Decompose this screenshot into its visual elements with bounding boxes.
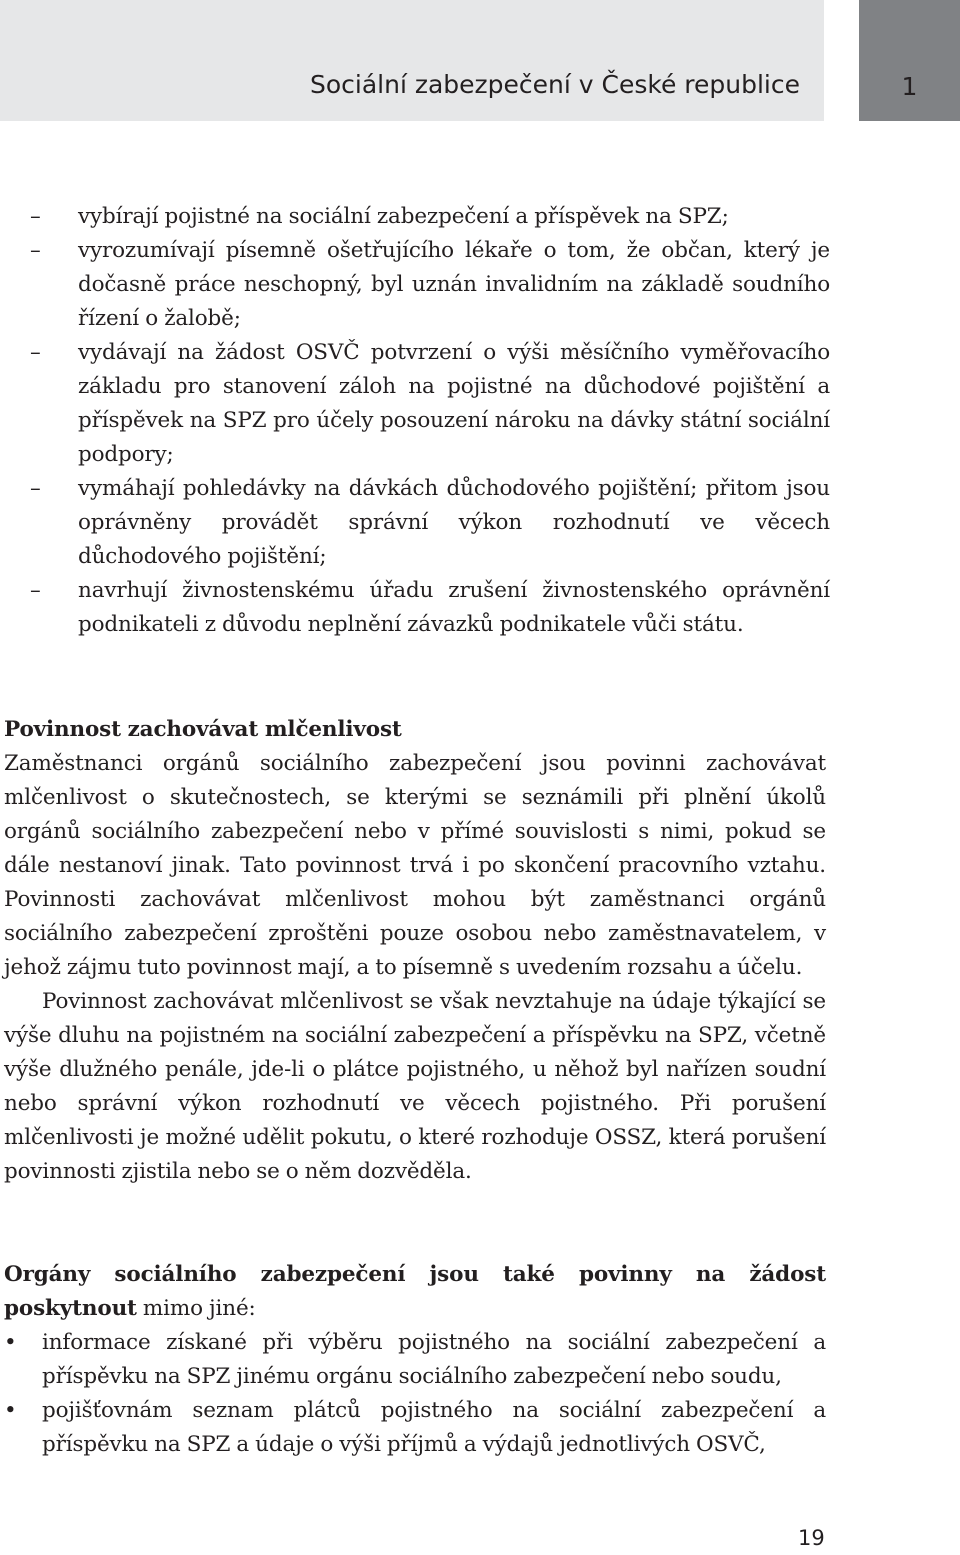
running-header	[0, 0, 824, 121]
list-item	[4, 1394, 826, 1462]
dash-marker: –	[30, 476, 41, 501]
dash-marker: –	[30, 578, 41, 603]
list-item-text: informace získané při výběru pojistného na sociální zabezpečení a příspěvku na SPZ jinému orgánu sociálního zabezpečení nebo soudu,	[42, 1330, 826, 1389]
page-number: 19	[798, 1526, 825, 1550]
confidentiality-section	[4, 713, 826, 1189]
list-item	[30, 200, 830, 234]
list-item-text: vydávají na žádost OSVČ potvrzení o výši měsíčního vyměřovacího základu pro stanovení záloh na pojistné na důchodové pojištění a příspěvek na SPZ pro účely posouzení nároku na dávky státní sociální podpory;	[78, 340, 830, 467]
section-heading-rest: mimo jiné:	[136, 1296, 256, 1321]
dash-marker: –	[30, 238, 41, 263]
list-item-text: navrhují živnostenskému úřadu zrušení živnostenského oprávnění podnikateli z důvodu neplnění závazků podnikatele vůči státu.	[78, 578, 830, 637]
section-lead	[4, 1258, 826, 1326]
section-heading: Orgány sociálního zabezpečení jsou také povinny na žádost poskytnout	[4, 1262, 826, 1321]
chapter-tab	[859, 0, 960, 121]
list-item-text: vyrozumívají písemně ošetřujícího lékaře o tom, že občan, který je dočasně práce neschopný, byl uznán invalidním na základě soudního řízení o žalobě;	[78, 238, 830, 331]
running-header-title: Sociální zabezpečení v České republice	[309, 70, 800, 99]
list-item	[30, 472, 830, 574]
list-item	[30, 234, 830, 336]
obligations-section	[4, 1258, 826, 1462]
bullet-marker: •	[4, 1330, 17, 1355]
paragraph: Povinnost zachovávat mlčenlivost se však nevztahuje na údaje týkající se výše dluhu na pojistném na sociální zabezpečení a příspěvku na SPZ, včetně výše dlužného penále, jde-li o plátce pojistného, u něhož byl nařízen soudní nebo správní výkon rozhodnutí ve věcech pojistného. Při porušení mlčenlivosti je možné udělit pokutu, o které rozhoduje OSSZ, která porušení povinnosti zjistila nebo se o něm dozvěděla.	[4, 989, 826, 1184]
dash-list	[30, 200, 830, 642]
list-item-text: pojišťovnám seznam plátců pojistného na sociální zabezpečení a příspěvku na SPZ a údaje o výši příjmů a výdajů jednotlivých OSVČ,	[42, 1398, 826, 1457]
list-item-text: vybírají pojistné na sociální zabezpečení a příspěvek na SPZ;	[78, 204, 729, 229]
list-item	[30, 336, 830, 472]
bullet-marker: •	[4, 1398, 17, 1423]
bullet-list	[4, 1326, 826, 1462]
paragraph: Zaměstnanci orgánů sociálního zabezpečení jsou povinni zachovávat mlčenlivost o skutečnostech, se kterými se seznámili při plnění úkolů orgánů sociálního zabezpečení nebo v přímé souvislosti s nimi, pokud se dále nestanoví jinak. Tato povinnost trvá i po skončení pracovního vztahu. Povinnosti zachovávat mlčenlivost mohou být zaměstnanci orgánů sociálního zabezpečení zproštěni pouze osobou nebo zaměstnavatelem, v jehož zájmu tuto povinnost mají, a to písemně s uvedením rozsahu a účelu.	[4, 751, 826, 980]
list-item	[30, 574, 830, 642]
dash-marker: –	[30, 340, 41, 365]
chapter-number: 1	[901, 72, 918, 101]
dash-marker: –	[30, 204, 41, 229]
list-item	[4, 1326, 826, 1394]
section-heading: Povinnost zachovávat mlčenlivost	[4, 717, 402, 742]
list-item-text: vymáhají pohledávky na dávkách důchodového pojištění; přitom jsou oprávněny provádět správní výkon rozhodnutí ve věcech důchodového pojištění;	[78, 476, 830, 569]
